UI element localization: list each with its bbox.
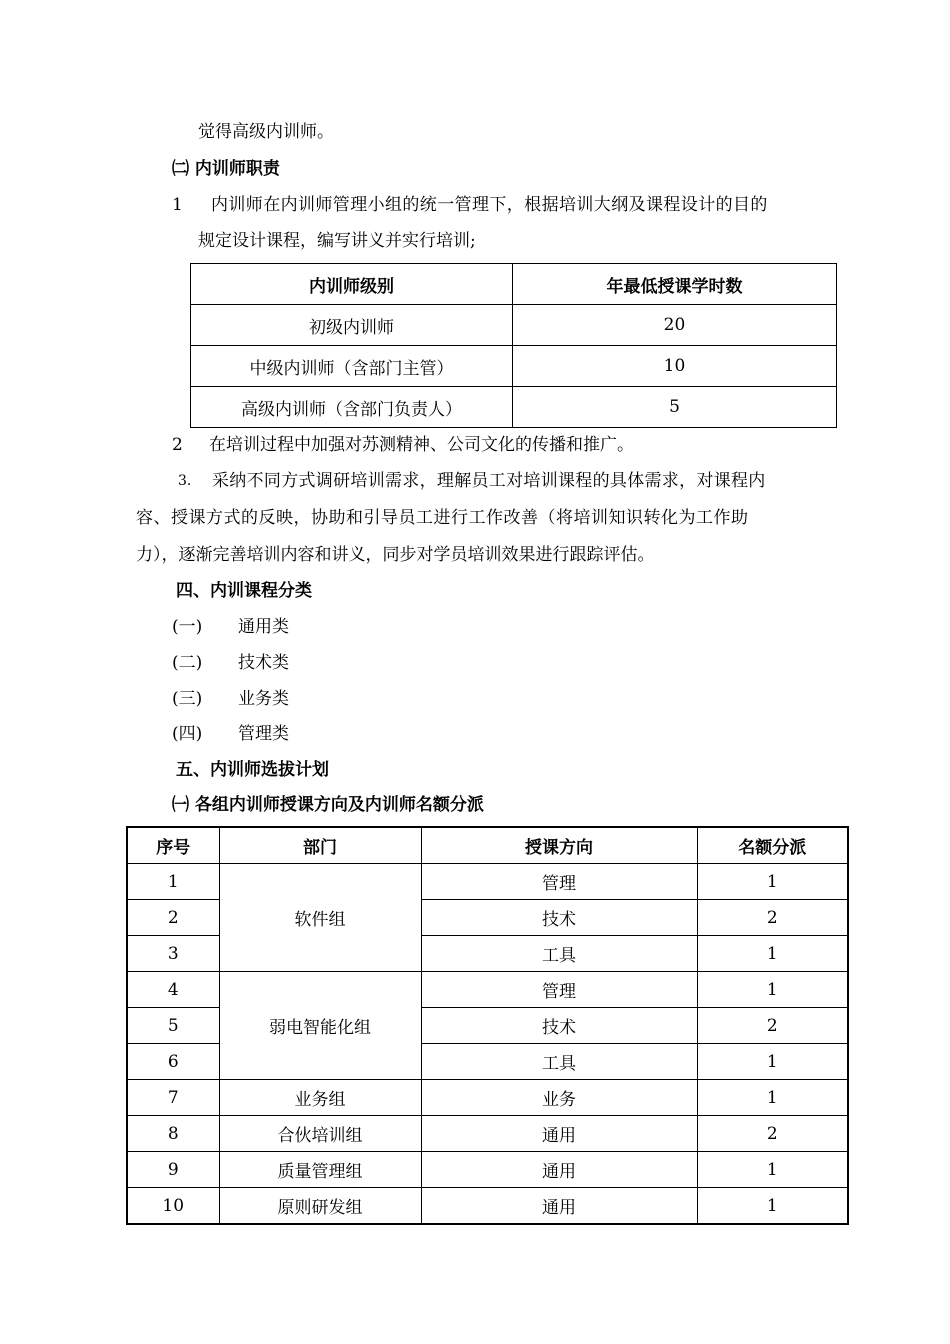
- direction-cell: 通用: [421, 1116, 697, 1152]
- hours-cell: 20: [513, 305, 837, 346]
- quota-cell: 2: [697, 1116, 848, 1152]
- table-row: [127, 1188, 848, 1225]
- hours-cell: 10: [513, 346, 837, 387]
- category-label: 管理类: [238, 724, 289, 744]
- intro-line: 觉得高级内训师。: [198, 122, 334, 142]
- section5-subheading: ㈠ 各组内训师授课方向及内训师名额分派: [172, 795, 484, 815]
- item3-text-line1: 采纳不同方式调研培训需求，理解员工对培训课程的具体需求，对课程内: [212, 471, 766, 491]
- department-cell: 软件组: [219, 864, 421, 972]
- direction-cell: 技术: [421, 900, 697, 936]
- direction-cell: 工具: [421, 936, 697, 972]
- category-number: (一): [172, 617, 203, 637]
- item1-text-line2: 规定设计课程，编写讲义并实行培训;: [198, 231, 476, 251]
- level-cell: 高级内训师（含部门负责人）: [191, 387, 513, 428]
- category-label: 业务类: [238, 689, 289, 709]
- department-cell: 弱电智能化组: [219, 972, 421, 1080]
- direction-cell: 工具: [421, 1044, 697, 1080]
- quota-cell: 2: [697, 1008, 848, 1044]
- table-row: [127, 1152, 848, 1188]
- serial-cell: 9: [127, 1152, 219, 1188]
- table-row: [127, 1116, 848, 1152]
- instructor-level-table: [190, 263, 837, 428]
- section5-heading: 五、内训师选拔计划: [176, 760, 329, 780]
- serial-cell: 1: [127, 864, 219, 900]
- quota-cell: 1: [697, 1044, 848, 1080]
- item3-number: 3.: [178, 473, 192, 489]
- serial-cell: 4: [127, 972, 219, 1008]
- table-row: [127, 972, 848, 1008]
- item2-number: 2: [172, 435, 183, 455]
- serial-cell: 3: [127, 936, 219, 972]
- department-cell: 业务组: [219, 1080, 421, 1116]
- category-label: 技术类: [238, 653, 289, 673]
- serial-cell: 5: [127, 1008, 219, 1044]
- quota-cell: 2: [697, 900, 848, 936]
- department-cell: 合伙培训组: [219, 1116, 421, 1152]
- serial-cell: 8: [127, 1116, 219, 1152]
- category-number: (三): [172, 689, 203, 709]
- department-cell: 质量管理组: [219, 1152, 421, 1188]
- category-number: (二): [172, 653, 203, 673]
- quota-allocation-table: [126, 826, 849, 1225]
- level-cell: 中级内训师（含部门主管）: [191, 346, 513, 387]
- header-direction: 授课方向: [421, 827, 697, 864]
- direction-cell: 业务: [421, 1080, 697, 1116]
- table-row: [127, 1080, 848, 1116]
- table-row: [191, 387, 837, 428]
- category-number: (四): [172, 724, 203, 744]
- hours-cell: 5: [513, 387, 837, 428]
- item1-text-line1: 内训师在内训师管理小组的统一管理下，根据培训大纲及课程设计的目的: [211, 195, 768, 215]
- quota-cell: 1: [697, 1188, 848, 1225]
- table-row: [191, 305, 837, 346]
- direction-cell: 管理: [421, 972, 697, 1008]
- item1-number: 1: [172, 195, 183, 215]
- serial-cell: 7: [127, 1080, 219, 1116]
- quota-cell: 1: [697, 936, 848, 972]
- quota-cell: 1: [697, 972, 848, 1008]
- quota-cell: 1: [697, 1080, 848, 1116]
- quota-cell: 1: [697, 1152, 848, 1188]
- section4-heading: 四、内训课程分类: [176, 581, 312, 601]
- direction-cell: 通用: [421, 1152, 697, 1188]
- category-label: 通用类: [238, 617, 289, 637]
- header-level: 内训师级别: [191, 264, 513, 305]
- header-quota: 名额分派: [697, 827, 848, 864]
- serial-cell: 2: [127, 900, 219, 936]
- header-serial: 序号: [127, 827, 219, 864]
- quota-cell: 1: [697, 864, 848, 900]
- item3-text-line3: 力），逐渐完善培训内容和讲义，同步对学员培训效果进行跟踪评估。: [136, 545, 655, 565]
- level-cell: 初级内训师: [191, 305, 513, 346]
- header-department: 部门: [219, 827, 421, 864]
- item2-text: 在培训过程中加强对苏测精神、公司文化的传播和推广。: [209, 435, 634, 455]
- section2-heading: ㈡ 内训师职责: [172, 159, 280, 179]
- serial-cell: 10: [127, 1188, 219, 1225]
- direction-cell: 技术: [421, 1008, 697, 1044]
- table-row: [191, 346, 837, 387]
- table-row: [127, 864, 848, 900]
- serial-cell: 6: [127, 1044, 219, 1080]
- direction-cell: 通用: [421, 1188, 697, 1225]
- item3-text-line2: 容、授课方式的反映，协助和引导员工进行工作改善（将培训知识转化为工作助: [136, 508, 749, 528]
- header-min-hours: 年最低授课学时数: [513, 264, 837, 305]
- department-cell: 原则研发组: [219, 1188, 421, 1225]
- direction-cell: 管理: [421, 864, 697, 900]
